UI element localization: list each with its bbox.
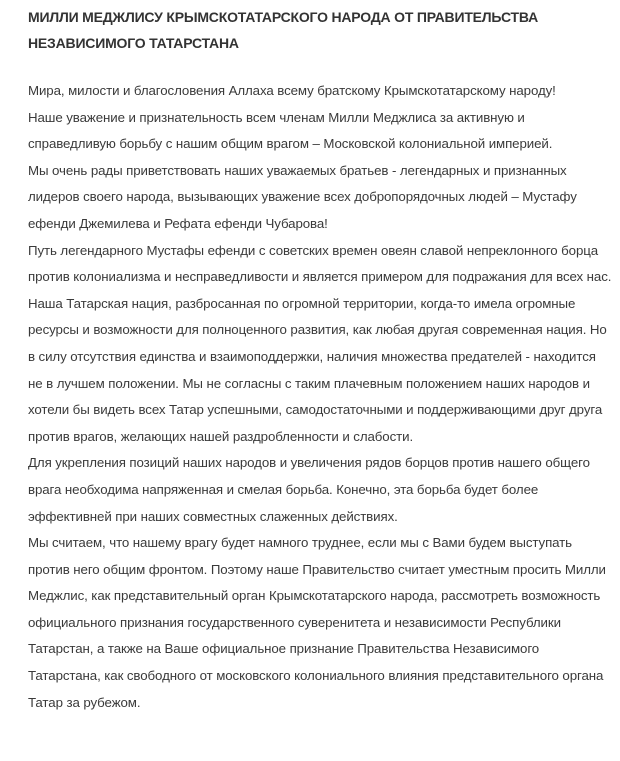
paragraph-struggle: Для укрепления позиций наших народов и увеличения рядов борцов против нашего общего врага необходима напряженная и смелая борьба. Конечно, эта борьба будет более эффективней при наших совместных слаженных действиях. — [28, 455, 590, 524]
paragraph-request: Мы считаем, что нашему врагу будет намного труднее, если мы с Вами будем выступать против него общим фронтом. Поэтому наше Правительство считает уместным просить Милли Меджлис, как представительный орган Крымскотатарского народа, рассмотреть возможность официального признания государственного суверенитета и независимости Республики Татарстан, а также на Ваше официальное признание Правительства Независимого Татарстана, как свободного от московского колониального влияния представительного органа Татар за рубежом. — [28, 535, 606, 710]
paragraph-respect: Наше уважение и признательность всем членам Милли Меджлиса за активную и справедливую борьбу с нашим общим врагом – Московской колониальной империей. — [28, 109, 553, 152]
paragraph-tatar-nation: Наша Татарская нация, разбросанная по огромной территории, когда-то имела огромные ресурсы и возможности для полноценного развития, как любая другая современная нация. Но в силу отсутствия единства и взаимоподдержки, наличия множества предателей - находится не в лучшем положении. Мы не согласны с таким плачевным положением наших народов и хотели бы видеть всех Татар успешными, самодостаточными и поддерживающими друг друга против врагов, желающих нашей раздробленности и слабости. — [28, 295, 607, 444]
document-title: МИЛЛИ МЕДЖЛИСУ КРЫМСКОТАТАРСКОГО НАРОДА ОТ ПРАВИТЕЛЬСТВА НЕЗАВИСИМОГО ТАТАРСТАНА — [28, 9, 538, 51]
paragraph-mustafa-path: Путь легендарного Мустафы ефенди с советских времен овеян славой непреклонного борца против колониализма и несправедливости и является примером для подражания для всех нас. — [28, 242, 612, 285]
paragraph-welcome-leaders: Мы очень рады приветствовать наших уважаемых братьев - легендарных и признанных лидеров своего народа, вызывающих уважение всех добропорядочных людей – Мустафу ефенди Джемилева и Рефата ефенди Чубарова! — [28, 162, 577, 231]
paragraph-greeting: Мира, милости и благословения Аллаха всему братскому Крымскотатарскому народу! — [28, 83, 556, 98]
document-body — [28, 78, 612, 716]
